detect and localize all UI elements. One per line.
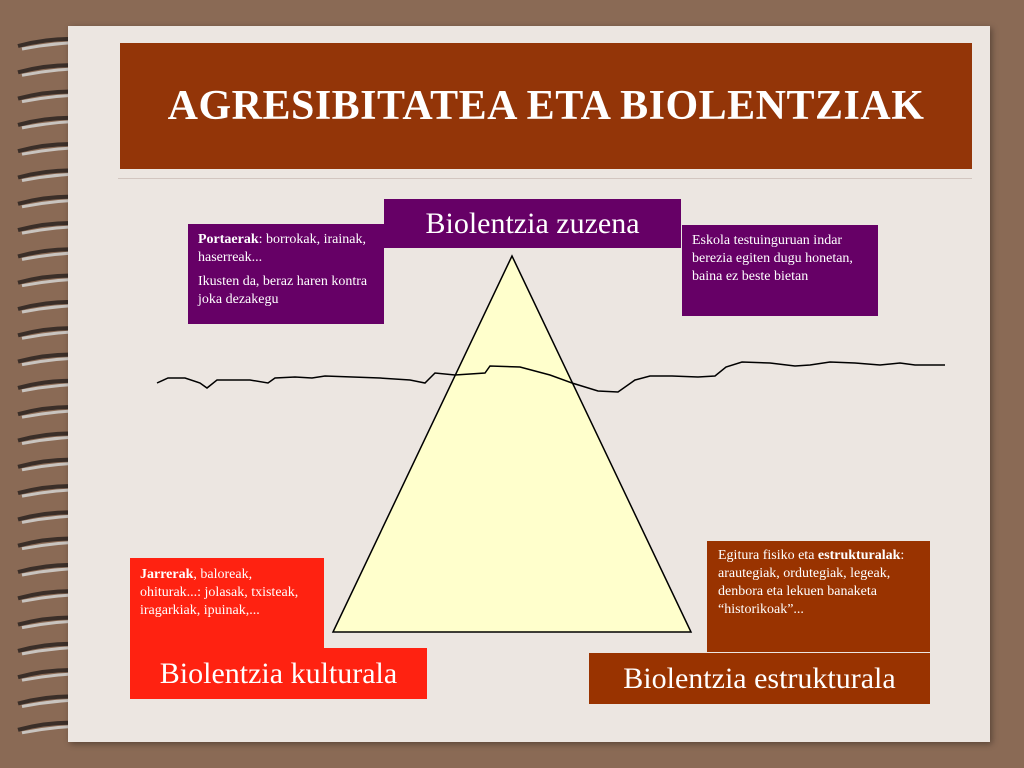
slide-title: AGRESIBITATEA ETA BIOLENTZIAK [167,83,925,129]
structures-bold: estrukturalak [817,548,901,563]
behaviors-rest: : borrokak, irainak, haserreak... [198,232,366,265]
visible-text: Ikusten da, beraz haren kontra joka dezakegu [198,274,368,307]
structures-pre: Egitura fisiko eta [718,548,818,563]
school-context-text: Eskola testuinguruan indar berezia egiten dugu honetan, baina ez beste bietan [692,233,853,284]
behaviors-bold: Portaerak [198,232,259,247]
behaviors-text [198,231,374,267]
attitudes-rest: , baloreak, ohiturak...: jolasak, txisteak, iragarkiak, ipuinak,... [140,567,299,618]
attitudes-text [140,566,314,620]
direct-violence-heading [384,199,681,248]
school-context-note [682,225,878,316]
structures-post: : arautegiak, ordutegiak, legeak, denbora eta lekuen banaketa “historikoak”... [718,548,905,617]
structural-violence-heading [589,653,930,704]
structures-note [707,541,930,652]
behaviors-note [188,224,384,324]
cultural-violence-label: Biolentzia kulturala [159,656,398,690]
direct-violence-label: Biolentzia zuzena [425,206,640,240]
cultural-violence-heading [130,648,427,699]
structures-text [718,547,919,619]
attitudes-bold: Jarrerak [140,567,194,582]
structural-violence-label: Biolentzia estrukturala [623,661,896,695]
attitudes-note [130,558,324,653]
violence-triangle [333,256,691,632]
